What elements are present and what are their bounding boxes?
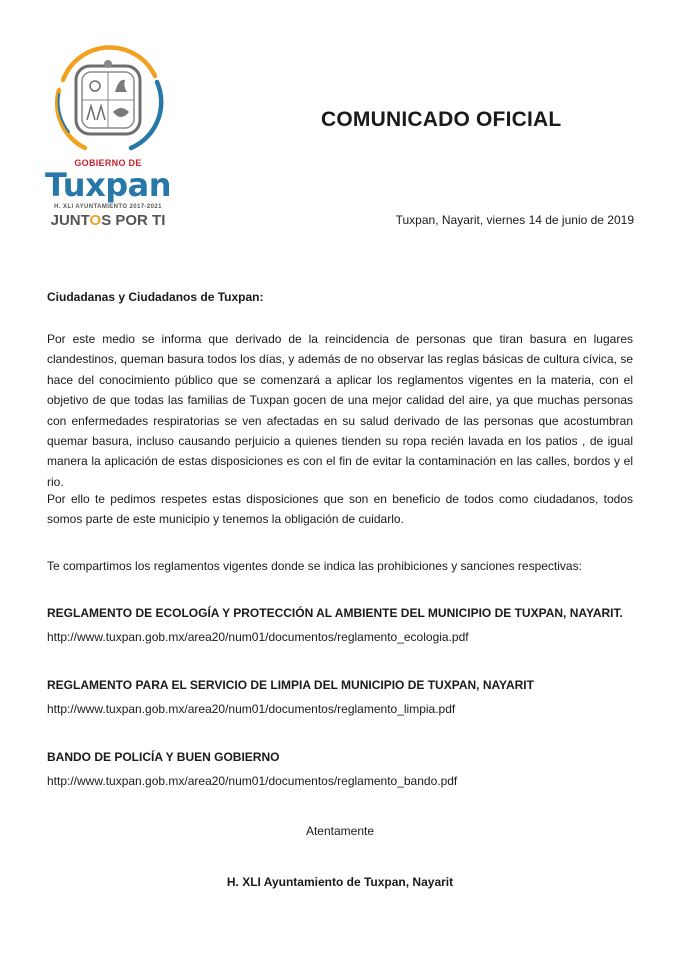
- logo-municipality-name: Tuxpan: [44, 166, 171, 204]
- document-date: Tuxpan, Nayarit, viernes 14 de junio de 2019: [395, 213, 634, 227]
- regulation-link[interactable]: http://www.tuxpan.gob.mx/area20/num01/documentos/reglamento_bando.pdf: [47, 774, 458, 788]
- body-paragraph-1: Por este medio se informa que derivado de la reincidencia de personas que tiran basura en lugares clandestinos, queman basura todos los días, y además de no observar las reglas básicas de cultura cívica, se hace del conocimiento público que se comenzará a aplicar los reglamentos vigentes en la materia, con el objetivo de que todas las familias de Tuxpan gocen de una mejor calidad del aire, ya que muchas personas con enfermedades respiratorias se ven afectadas en su salud derivado de las personas que acostumbran quemar basura, incluso causando perjuicio a quienes tienden su ropa recién lavada en los patios , de igual manera la aplicación de estas disposiciones es con el fin de evitar la contaminación en las calles, bordos y el rio.: [47, 332, 633, 489]
- signature: H. XLI Ayuntamiento de Tuxpan, Nayarit: [226, 875, 454, 889]
- coat-of-arms-emblem-icon: [45, 36, 171, 164]
- logo-government-label: GOBIERNO DE: [74, 158, 142, 168]
- municipal-logo: [38, 36, 178, 236]
- regulation-link[interactable]: http://www.tuxpan.gob.mx/area20/num01/documentos/reglamento_limpia.pdf: [47, 702, 456, 716]
- regulation-title: BANDO DE POLICÍA Y BUEN GOBIERNO: [47, 750, 280, 764]
- body-paragraph-2: Por ello te pedimos respetes estas disposiciones que son en beneficio de todos como ciudadanos, todos somos parte de este municipio y tenemos la obligación de cuidarlo.: [47, 492, 633, 527]
- logo-council-period: H. XLI AYUNTAMIENTO 2017-2021: [54, 204, 162, 210]
- salutation: Ciudadanas y Ciudadanos de Tuxpan:: [47, 290, 264, 304]
- closing: Atentamente: [305, 824, 375, 838]
- body-paragraph-3: Te compartimos los reglamentos vigentes donde se indica las prohibiciones y sanciones respectivas:: [47, 559, 582, 573]
- regulation-link[interactable]: http://www.tuxpan.gob.mx/area20/num01/documentos/reglamento_ecologia.pdf: [47, 630, 469, 644]
- document-title: COMUNICADO OFICIAL: [321, 108, 562, 131]
- regulation-title: REGLAMENTO PARA EL SERVICIO DE LIMPIA DEL MUNICIPIO DE TUXPAN, NAYARIT: [47, 678, 534, 692]
- regulation-title: REGLAMENTO DE ECOLOGÍA Y PROTECCIÓN AL AMBIENTE DEL MUNICIPIO DE TUXPAN, NAYARIT.: [47, 606, 623, 620]
- logo-slogan: JUNTOS POR TI: [50, 212, 166, 229]
